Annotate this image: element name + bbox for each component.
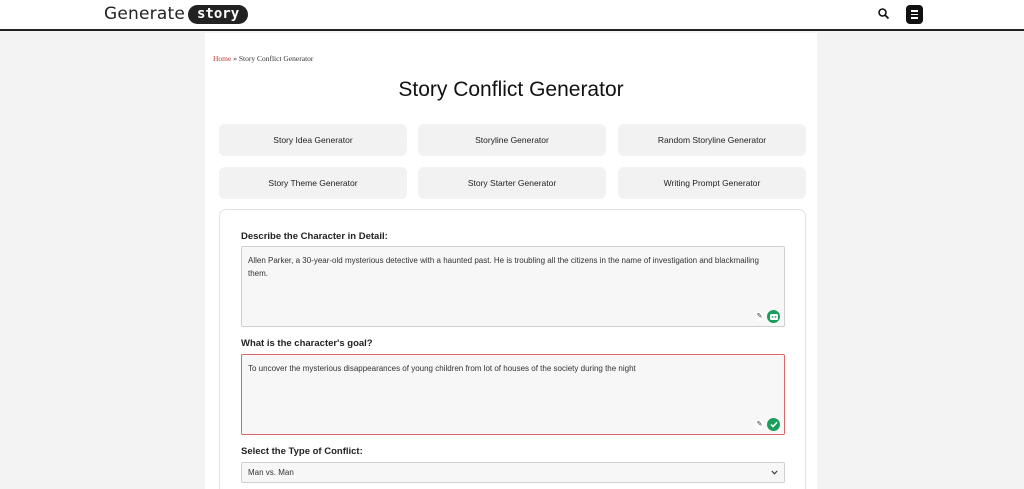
menu-icon[interactable]	[906, 5, 923, 24]
textarea-tools	[755, 418, 780, 431]
character-text: Allen Parker, a 30-year-old mysterious detective with a haunted past. He is troubling all the citizens in the name of investigation and blackmailing them.	[248, 256, 759, 278]
grammar-check-icon[interactable]	[767, 310, 780, 323]
random-storyline-generator-button[interactable]: Random Storyline Generator	[618, 124, 806, 156]
conflict-type-label: Select the Type of Conflict:	[241, 446, 363, 457]
goal-text: To uncover the mysterious disappearances of young children from lot of houses of the society during the night	[248, 364, 636, 373]
page-title: Story Conflict Generator	[398, 78, 624, 101]
breadcrumb	[213, 54, 313, 63]
breadcrumb-home-link[interactable]: Home	[213, 54, 232, 63]
writing-prompt-generator-button[interactable]: Writing Prompt Generator	[618, 167, 806, 199]
conflict-type-select[interactable]	[241, 462, 785, 483]
character-textarea[interactable]	[241, 246, 785, 327]
logo-text: Generate	[104, 4, 185, 24]
pencil-icon[interactable]: ✎	[756, 313, 763, 320]
story-theme-generator-button[interactable]: Story Theme Generator	[219, 167, 407, 199]
search-icon[interactable]	[876, 6, 892, 22]
chevron-down-icon	[771, 468, 778, 477]
logo-pill: story	[188, 5, 248, 24]
conflict-form	[219, 209, 806, 489]
breadcrumb-separator: »	[231, 54, 239, 63]
textarea-tools	[755, 310, 780, 323]
story-idea-generator-button[interactable]: Story Idea Generator	[219, 124, 407, 156]
conflict-type-value: Man vs. Man	[248, 468, 294, 477]
main-content	[205, 33, 817, 489]
breadcrumb-current: Story Conflict Generator	[238, 54, 314, 63]
site-header	[0, 0, 1024, 31]
site-logo[interactable]	[104, 4, 248, 24]
goal-textarea[interactable]	[241, 354, 785, 435]
storyline-generator-button[interactable]: Storyline Generator	[418, 124, 606, 156]
story-starter-generator-button[interactable]: Story Starter Generator	[418, 167, 606, 199]
check-icon[interactable]	[767, 418, 780, 431]
pencil-icon[interactable]: ✎	[756, 421, 763, 428]
character-label: Describe the Character in Detail:	[241, 231, 388, 242]
goal-label: What is the character's goal?	[241, 338, 373, 349]
